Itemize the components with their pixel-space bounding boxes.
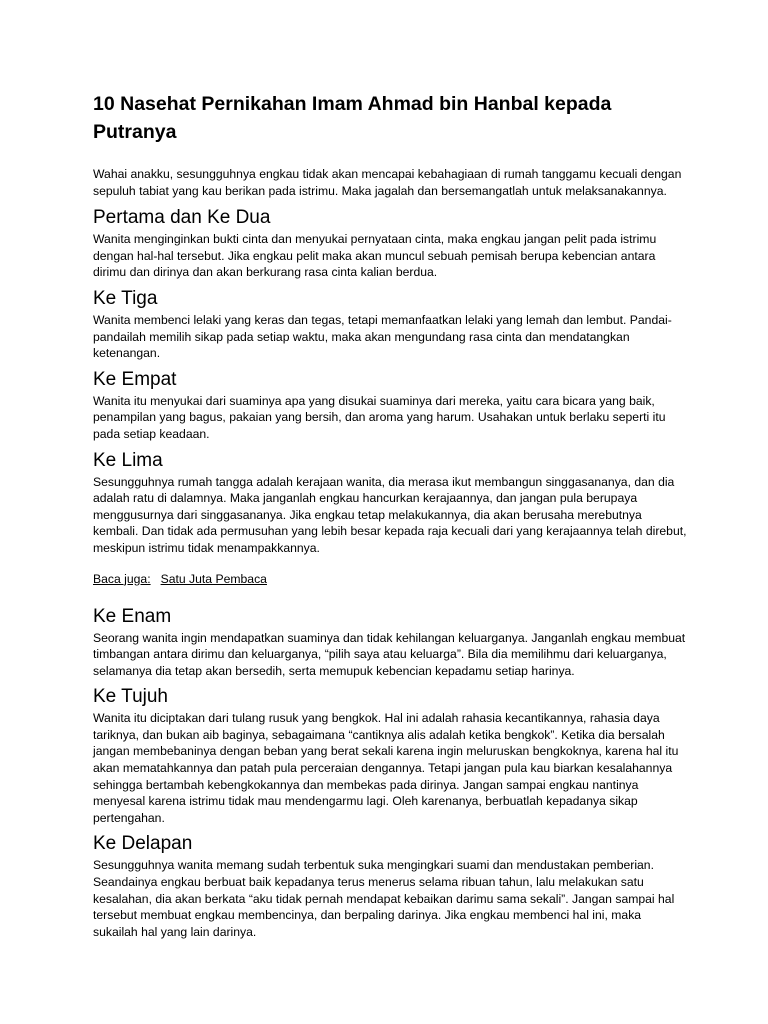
section-body: Wanita menginginkan bukti cinta dan menyukai pernyataan cinta, maka engkau jangan pelit pada istrimu dengan hal-hal tersebut. Jika engkau pelit maka akan muncul sebuah pemisah berupa kebencian antara dirimu dan dirinya dan akan berkurang rasa cinta kalian berdua. [93, 232, 657, 280]
section-heading: Ke Enam [93, 605, 172, 627]
section-heading: Ke Tiga [93, 287, 158, 309]
section-ke-tiga [93, 287, 688, 362]
section-heading: Ke Tujuh [93, 686, 168, 708]
baca-juga-line [93, 571, 688, 587]
intro-paragraph: Wahai anakku, sesungguhnya engkau tidak akan mencapai kebahagiaan di rumah tanggamu kecuali dengan sepuluh tabiat yang kau berikan pada istrimu. Maka jagalah dan bersemangatlah untuk melaksanakannya. [93, 167, 682, 198]
page-title: 10 Nasehat Pernikahan Imam Ahmad bin Hanbal kepada Putranya [93, 93, 612, 143]
section-heading: Ke Lima [93, 449, 163, 471]
baca-juga-link[interactable]: Satu Juta Pembaca [160, 571, 267, 586]
section-ke-tujuh [93, 685, 688, 826]
section-ke-delapan [93, 832, 688, 940]
section-body: Sesungguhnya rumah tangga adalah kerajaan wanita, dia merasa ikut membangun singgasananya, dan dia adalah ratu di dalamnya. Maka janganlah engkau hancurkan kerajaannya, dan jangan pula berupaya menggusurnya dari singgasananya. Jika engkau tetap melakukannya, dia akan berusaha merebutnya kembali. Dan tidak ada permusuhan yang lebih besar kepada raja kecuali dari yang kerajaannya telah direbut, meskipun istrimu tidak menampakkannya. [93, 474, 687, 555]
section-heading: Ke Delapan [93, 833, 193, 855]
section-body: Seorang wanita ingin mendapatkan suaminya dan tidak kehilangan keluarganya. Janganlah engkau membuat timbangan antara dirimu dan keluarganya, “pilih saya atau keluarga”. Bila dia memilihmu dari keluarganya, selamanya dia tetap akan bersedih, serta memupuk kebencian kepadamu setiap harinya. [93, 630, 686, 678]
section-ke-lima [93, 449, 688, 557]
section-body: Sesungguhnya wanita memang sudah terbentuk suka mengingkari suami dan mendustakan pemberian. Seandainya engkau berbuat baik kepadanya terus menerus selama ribuan tahun, lalu melakukan satu kesalahan, dia akan berkata “aku tidak pernah mendapat kebaikan darimu sama sekali”. Jangan sampai hal tersebut membuat engkau membencinya, dan berpaling darinya. Jika engkau membenci hal ini, maka sukailah hal yang lain darinya. [93, 858, 675, 939]
section-heading: Ke Empat [93, 368, 177, 390]
baca-juga-label: Baca juga: [93, 571, 151, 586]
section-body: Wanita itu menyukai dari suaminya apa yang disukai suaminya dari mereka, yaitu cara bicara yang baik, penampilan yang bagus, pakaian yang bersih, dan aroma yang harum. Usahakan untuk berlaku seperti itu pada setiap keadaan. [93, 393, 666, 441]
section-heading: Pertama dan Ke Dua [93, 207, 271, 229]
section-body: Wanita itu diciptakan dari tulang rusuk yang bengkok. Hal ini adalah rahasia kecantikannya, rahasia daya tariknya, dan bukan aib baginya, sebagaimana “cantiknya alis adalah ketika bengkok”. Ketika dia bersalah jangan membebaninya dengan beban yang berat sekali karena ingin meluruskan bengkoknya, karena hal itu akan mematahkannya dan patah pula perceraian dengannya. Tetapi jangan pula kau biarkan kesalahannya sehingga bertambah kebengkokannya dan membekas pada dirinya. Jangan sampai engkau nantinya menyesal karena istrimu tidak mau mendengarmu lagi. Oleh karenanya, berbuatlah kepadanya sikap pertengahan. [93, 711, 679, 825]
section-ke-enam [93, 605, 688, 680]
section-body: Wanita membenci lelaki yang keras dan tegas, tetapi memanfaatkan lelaki yang lemah dan lembut. Pandai-pandailah memilih sikap pada setiap waktu, maka akan mengundang rasa cinta dan mendatangkan ketenangan. [93, 312, 672, 361]
section-pertama-dan-ke-dua [93, 206, 688, 281]
section-ke-empat [93, 368, 688, 443]
